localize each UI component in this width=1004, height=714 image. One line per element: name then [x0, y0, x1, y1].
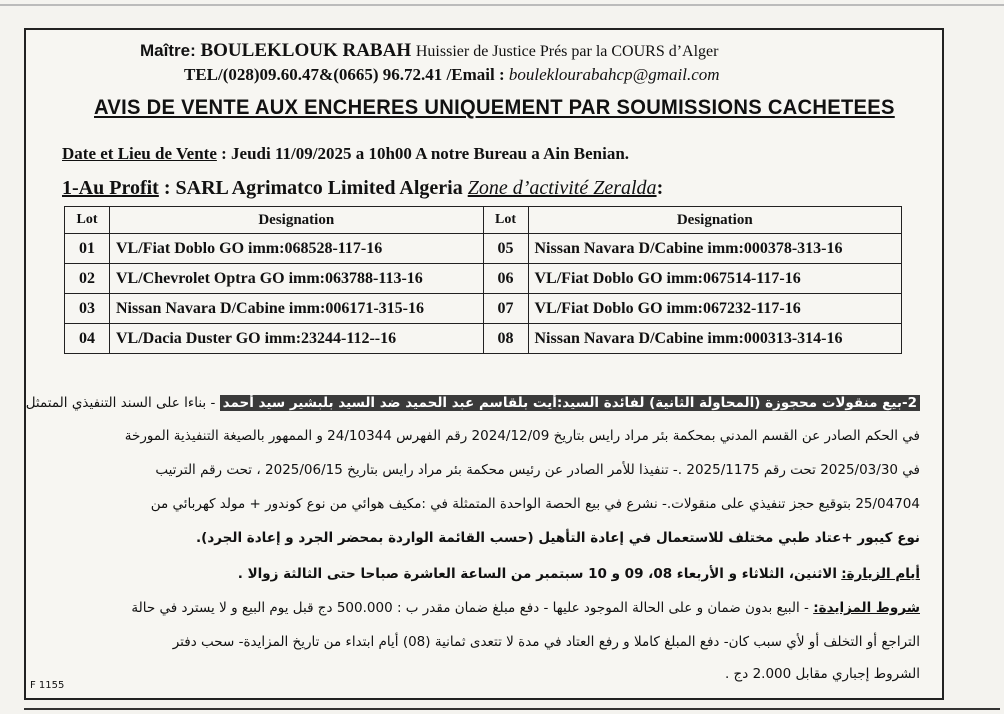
- arabic-line-8: التراجع أو التخلف أو لأي سبب كان- دفع المبلغ كاملا و رفع العتاد في مدة لا تتعدى ثمانية (08) أيام ابتداء من تاريخ المزايدة- سحب دفتر: [172, 634, 920, 650]
- arabic-line-4: 25/04704 بتوقيع حجز تنفيذي على منقولات.- نشرع في بيع الحصة الواحدة المتمثلة في :مكيف هوائي من نوع كوندور + مولد كهربائي من: [150, 496, 920, 512]
- arabic-line-7: [131, 600, 920, 616]
- arabic-line-1-rest: - بناءا على السند التنفيذي المتمثل: [25, 395, 216, 411]
- lot-number: 03: [65, 294, 110, 324]
- lot-number: 08: [483, 324, 528, 354]
- lots-table: [64, 206, 902, 354]
- email-text: bouleklourabahcp@gmail.com: [508, 65, 720, 84]
- profit-label: 1-Au Profit: [62, 177, 159, 199]
- footer-code: F 1155: [30, 680, 65, 691]
- lot-designation: VL/Dacia Duster GO imm:23244-112--16: [110, 324, 484, 354]
- lot-designation: Nissan Navara D/Cabine imm:006171-315-16: [110, 294, 484, 324]
- header-designation-1: Designation: [110, 207, 484, 234]
- lot-number: 06: [483, 264, 528, 294]
- table-header-row: [65, 207, 902, 234]
- lot-designation: Nissan Navara D/Cabine imm:000378-313-16: [528, 234, 902, 264]
- bottom-rule: [24, 708, 1000, 710]
- lot-designation: Nissan Navara D/Cabine imm:000313-314-16: [528, 324, 902, 354]
- visit-days-label: أيام الزيارة:: [841, 566, 920, 582]
- arabic-line-5-text: نوع كيبور +عتاد طبي مختلف للاستعمال في إعادة التأهيل (حسب القائمة الواردة بمحضر الجرد و إعادة الجرد).: [196, 530, 920, 546]
- arabic-line-9: الشروط إجباري مقابل 2.000 دج .: [724, 666, 920, 682]
- lot-designation: VL/Fiat Doblo GO imm:068528-117-16: [110, 234, 484, 264]
- huissier-role: Huissier de Justice Prés par la COURS d’Alger: [415, 43, 719, 60]
- lot-number: 05: [483, 234, 528, 264]
- contact-text: TEL/(028)09.60.47&(0665) 96.72.41 /Email :: [184, 65, 505, 84]
- lot-designation: VL/Fiat Doblo GO imm:067514-117-16: [528, 264, 902, 294]
- lot-number: 01: [65, 234, 110, 264]
- header-line-2: [184, 65, 720, 85]
- conditions-text: - البيع بدون ضمان و على الحالة الموجود عليها - دفع مبلغ ضمان مقدر ب : 500.000 دج قبل يوم البيع و لا يسترد في حالة: [131, 600, 809, 616]
- lot-designation: VL/Chevrolet Optra GO imm:063788-113-16: [110, 264, 484, 294]
- arabic-line-6: [238, 566, 920, 582]
- table-row: [65, 264, 902, 294]
- date-label: Date et Lieu de Vente: [62, 144, 217, 163]
- header-designation-2: Designation: [528, 207, 902, 234]
- header-lot-2: Lot: [483, 207, 528, 234]
- top-rule: [0, 4, 1004, 6]
- lot-number: 07: [483, 294, 528, 324]
- table-row: [65, 324, 902, 354]
- lot-number: 02: [65, 264, 110, 294]
- table-row: [65, 234, 902, 264]
- arabic-line-3: في 2025/03/30 تحت رقم 2025/1175 .- تنفيذا للأمر الصادر عن رئيس محكمة بئر مراد رايس بتاريخ 2025/06/15 ، تحت رقم الترتيب: [155, 462, 920, 478]
- arabic-line-5: [196, 530, 920, 546]
- maitre-label: Maître:: [140, 41, 196, 60]
- lot-number: 04: [65, 324, 110, 354]
- profit-end: :: [656, 177, 664, 199]
- profit-zone: Zone d’activité Zeralda: [467, 177, 657, 199]
- notice-title: AVIS DE VENTE AUX ENCHERES UNIQUEMENT PAR SOUMISSIONS CACHETEES: [94, 96, 895, 119]
- visit-days-text: الاثنين، الثلاثاء و الأربعاء 08، 09 و 10 سبتمبر من الساعة العاشرة صباحا حتى الثالثة زوالا .: [237, 566, 837, 582]
- lot-designation: VL/Fiat Doblo GO imm:067232-117-16: [528, 294, 902, 324]
- header-lot-1: Lot: [65, 207, 110, 234]
- header-line-1: [140, 40, 718, 62]
- profit-line: [62, 177, 663, 200]
- date-line: [62, 144, 629, 164]
- date-value: : Jeudi 11/09/2025 a 10h00 A notre Bureau a Ain Benian.: [221, 144, 630, 163]
- arabic-line-2: في الحكم الصادر عن القسم المدني بمحكمة بئر مراد رايس بتاريخ 2024/12/09 رقم الفهرس 24/10344 و الممهور بالصيغة التنفيذية المورخة: [124, 428, 920, 444]
- table-row: [65, 294, 902, 324]
- arabic-highlight: 2-بيع منقولات محجوزة (المحاولة الثانية) لفائدة السيد:أيت بلقاسم عبد الحميد ضد السيد بلبشير سيد أحمد: [220, 395, 920, 411]
- huissier-name: BOULEKLOUK RABAH: [200, 40, 412, 61]
- profit-value: : SARL Agrimatco Limited Algeria: [163, 177, 463, 199]
- arabic-line-1: [26, 395, 920, 411]
- conditions-label: شروط المزايدة:: [813, 600, 920, 616]
